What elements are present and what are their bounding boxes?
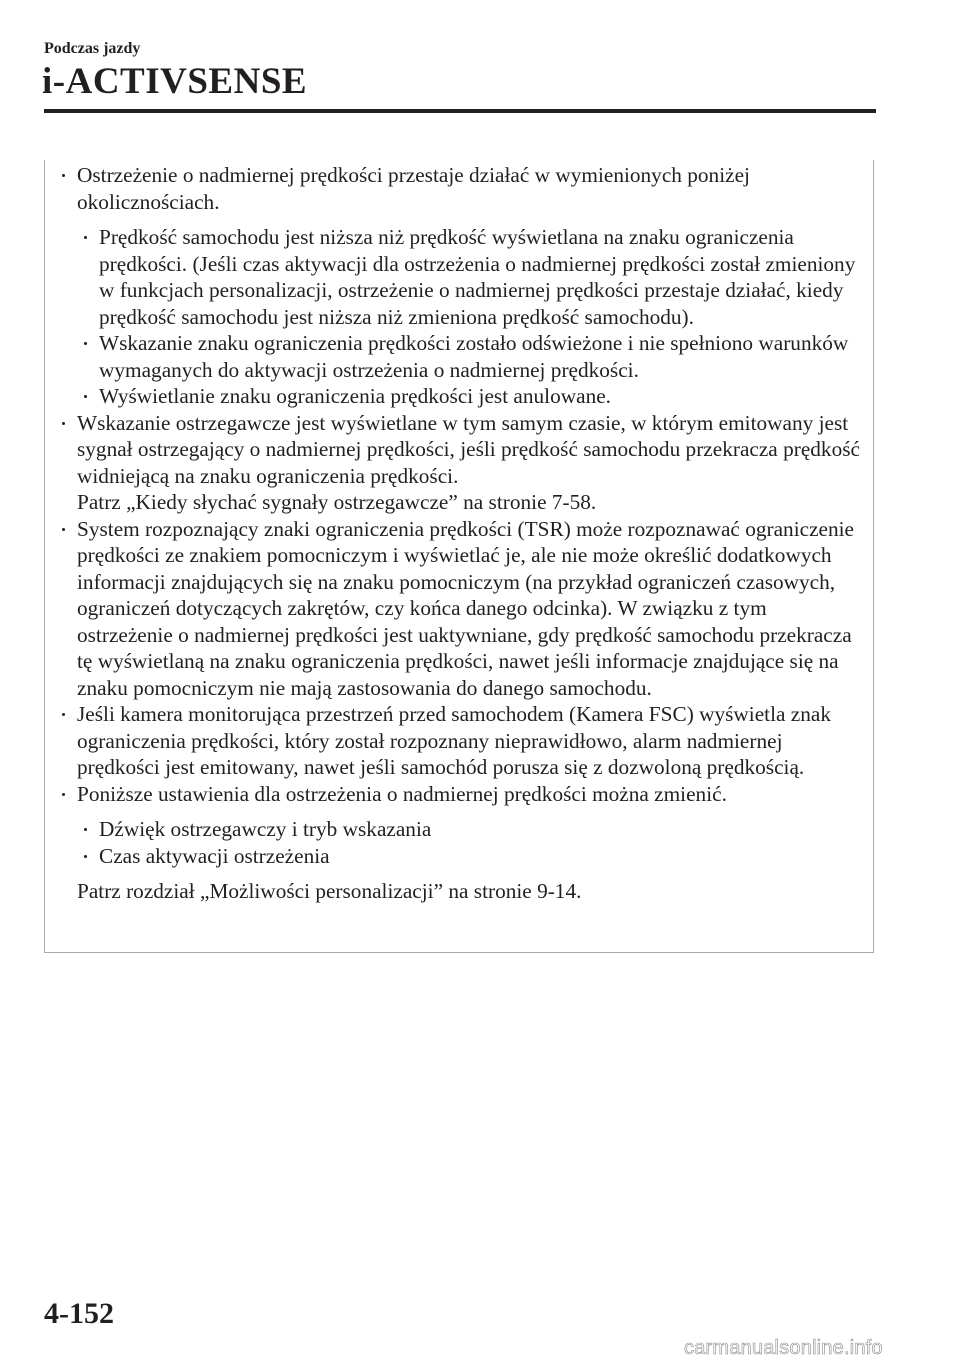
sub-bullet-item — [62, 843, 862, 870]
bullet-dot-icon — [84, 855, 87, 858]
chapter-title: i-ACTIVSENSE — [42, 61, 308, 102]
bullet-dot-icon — [84, 342, 87, 345]
bullet-item — [62, 781, 862, 808]
sub-bullet-text: Prędkość samochodu jest niższa niż prędkość wyświetlana na znaku ograniczenia prędkości. (Jeśli czas aktywacji dla ostrzeżenia o nadmiernej prędkości został zmieniony w funkcjach personalizacji, ostrzeżenie o nadmiernej prędkości przestaje działać, kiedy prędkość samochodu jest niższa niż zmieniona prędkość samochodu). — [99, 225, 856, 329]
sub-bullet-item — [62, 330, 862, 383]
section-label: Podczas jazdy — [44, 40, 141, 57]
bullet-dot-icon — [62, 793, 65, 796]
content-body — [62, 162, 862, 905]
bullet-dot-icon — [62, 422, 65, 425]
sub-bullet-text: Dźwięk ostrzegawczy i tryb wskazania — [99, 817, 432, 841]
sub-bullet-item — [62, 224, 862, 330]
page-number: 4-152 — [44, 1297, 114, 1330]
bullet-dot-icon — [84, 236, 87, 239]
sub-bullet-item — [62, 816, 862, 843]
sub-bullet-text: Wyświetlanie znaku ograniczenia prędkości jest anulowane. — [99, 384, 612, 408]
bullet-text: Wskazanie ostrzegawcze jest wyświetlane w tym samym czasie, w którym emitowany jest sygnał ostrzegający o nadmiernej prędkości, jeśli prędkość samochodu przekracza prędkość widniejącą na znaku ograniczenia prędkości. — [77, 410, 860, 488]
watermark: carmanualsonline.info — [684, 1337, 883, 1359]
bullet-item — [62, 410, 862, 516]
bullet-dot-icon — [84, 828, 87, 831]
bullet-text: Ostrzeżenie o nadmiernej prędkości przestaje działać w wymienionych poniżej okolicznościach. — [77, 163, 750, 214]
cross-reference: Patrz „Kiedy słychać sygnały ostrzegawcze” na stronie 7-58. — [77, 490, 597, 514]
bullet-text: Poniższe ustawienia dla ostrzeżenia o nadmiernej prędkości można zmienić. — [77, 781, 727, 806]
bullet-item — [62, 701, 862, 781]
bullet-item — [62, 516, 862, 702]
sub-bullet-text: Wskazanie znaku ograniczenia prędkości zostało odświeżone i nie spełniono warunków wymaganych do aktywacji ostrzeżenia o nadmiernej prędkości. — [99, 331, 849, 382]
bullet-dot-icon — [62, 174, 65, 177]
bullet-dot-icon — [62, 528, 65, 531]
bullet-dot-icon — [62, 713, 65, 716]
sub-bullet-item — [62, 383, 862, 410]
header-rule — [44, 109, 876, 113]
bullet-text: System rozpoznający znaki ograniczenia prędkości (TSR) może rozpoznawać ograniczenie prędkości ze znakiem pomocniczym i wyświetlać je, ale nie może określić dodatkowych informacji znajdujących się na znaku pomocniczym (na przykład ograniczeń czasowych, ograniczeń dotyczących zakrętów, czy końca danego odcinka). W związku z tym ostrzeżenie o nadmiernej prędkości jest uaktywniane, gdy prędkość samochodu przekracza tę wyświetlaną na znaku ograniczenia prędkości, nawet jeśli informacje znajdujące się na znaku pomocniczym nie mają zastosowania do danego samochodu. — [77, 516, 854, 700]
cross-reference: Patrz rozdział „Możliwości personalizacji” na stronie 9-14. — [77, 879, 582, 903]
sub-bullet-text: Czas aktywacji ostrzeżenia — [99, 843, 330, 868]
bullet-item — [62, 162, 862, 215]
bullet-dot-icon — [84, 395, 87, 398]
bullet-text: Jeśli kamera monitorująca przestrzeń przed samochodem (Kamera FSC) wyświetla znak ograniczenia prędkości, który został rozpoznany nieprawidłowo, alarm nadmiernej prędkości jest emitowany, nawet jeśli samochód porusza się z dozwoloną prędkością. — [77, 702, 831, 779]
